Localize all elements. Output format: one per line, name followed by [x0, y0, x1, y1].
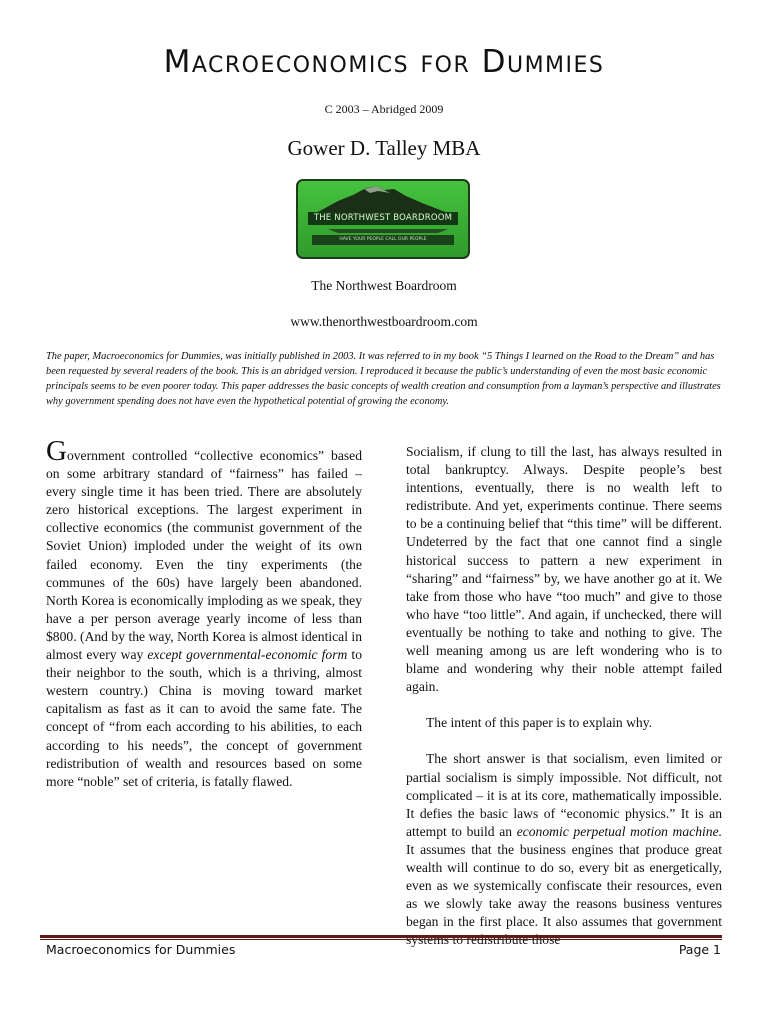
paragraph-intro-emphasis: except governmental-economic form	[147, 647, 348, 663]
paragraph-intro	[46, 435, 362, 791]
footer-title: Macroeconomics for Dummies	[46, 942, 236, 957]
paragraph-socialism: Socialism, if clung to till the last, has always resulted in total bankruptcy. Always. Despite people’s best intentions, eventually, there is no wealth left to redistribute. And yet, experiments continue. There seems to be a continuing belief that “this time” will be different. Undeterred by the fact that one cannot find a single historical success to pattern a new experiment in “sharing” and “fairness” by, we have another go at it. We take from those who have “too much” and give to those who have “too little”. And again, if unchecked, there will eventually be nothing to take and nothing to give. The well meaning among us are left wondering who is to blame and wondering why their noble attempt failed again.	[406, 444, 722, 695]
website-link[interactable]: www.thenorthwestboardroom.com	[290, 314, 478, 329]
paragraph-short-answer	[406, 750, 722, 949]
author-name: Gower D. Talley MBA	[287, 136, 481, 160]
logo-tagline: HAVE YOUR PEOPLE CALL OUR PEOPLE	[312, 235, 454, 245]
abstract-paragraph: The paper, Macroeconomics for Dummies, was initially published in 2003. It was referred to in my book “5 Things I learned on the Road to the Dream” and has been requested by several readers of the book. This is an abridged version. I reproduced it because the public’s understanding of even the most basic economic principals seems to be even poorer today. This paper addresses the basic concepts of wealth creation and consumption from a layman’s perspective and illustrates why government spending does not have even the hypothetical potential of growing the economy.	[46, 351, 721, 407]
paragraph-intro-text-a: overnment controlled “collective economics” based on some arbitrary standard of “fairness” has failed – every single time it has been tried. There are absolutely zero historical exceptions. The largest experiment in collective economics (the communist government of the Soviet Union) imploded under the weight of its own failed economy. Even the tiny experiments (the communes of the 60s) have largely been abandoned. North Korea is economically imploding as we speak, they have a per person average yearly income of less than $800. (And by the way, North Korea is almost identical in almost every way	[46, 448, 362, 663]
page-number: Page 1	[678, 942, 721, 957]
organization-name: The Northwest Boardroom	[311, 278, 457, 293]
logo-name-band: THE NORTHWEST BOARDROOM	[308, 212, 458, 225]
body-column-left	[46, 435, 362, 809]
paragraph-short-answer-emphasis: economic perpetual motion machine.	[516, 823, 723, 839]
copyright-line: C 2003 – Abridged 2009	[324, 102, 444, 116]
document-title: Macroeconomics for Dummies	[163, 44, 605, 80]
footer-rule-thick	[40, 935, 722, 938]
body-column-right	[406, 443, 722, 949]
paragraph-short-answer-text-b: It assumes that the business engines that produce great wealth will continue to do so, every bit as energetically, even as we systemically confiscate their resources, even as we slowly take away the reasons business ventures began in the first place. It also assumes that government	[406, 841, 722, 930]
northwest-boardroom-logo	[296, 179, 470, 259]
paragraph-intent: The intent of this paper is to explain why.	[426, 715, 653, 731]
footer-rule-thin	[40, 939, 722, 940]
paragraph-intro-text-b: to their neighbor to the south, which is a thriving, almost western country.) China is moving toward market capitalism as fast as it can to avoid the same fate. The concept of “from each according to his abilities, to each according to his needs”, the concept of government redistribution of wealth and resources based on some more “noble” set of criteria, is fatally flawed.	[46, 647, 362, 789]
paragraph-short-answer-text-a: The short answer is that socialism, even limited or partial socialism is simply impossible. Not difficult, not complicated – it is at its core, mathematically impossible. It defies the basic laws of “economic physics.” It is an attempt to build an	[406, 751, 722, 839]
drop-cap: G	[46, 435, 67, 467]
